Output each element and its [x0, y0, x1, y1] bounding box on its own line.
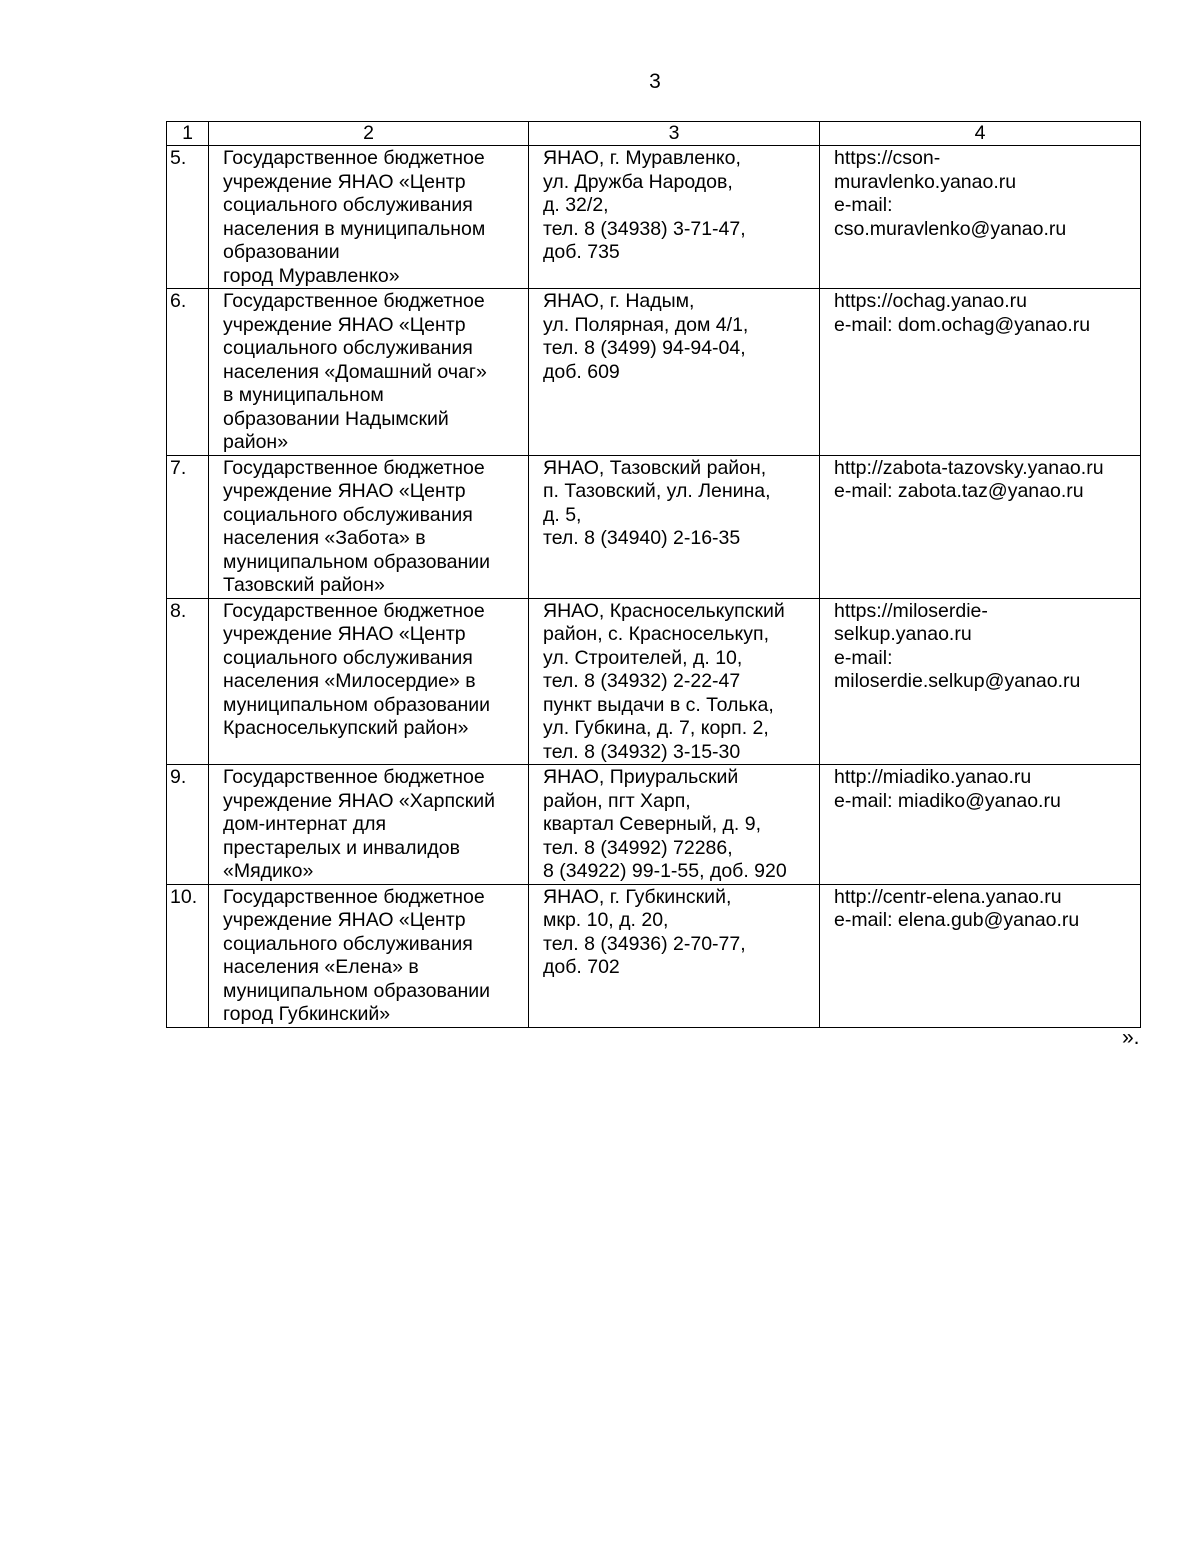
- institution-name: Государственное бюджетное учреждение ЯНАО «Харпский дом-интернат для престарелых и инвалидов «Мядико»: [209, 765, 529, 885]
- table-header-row: [167, 122, 1141, 146]
- table-row: [167, 455, 1141, 598]
- institution-address: ЯНАО, г. Муравленко, ул. Дружба Народов, д. 32/2, тел. 8 (34938) 3-71-47, доб. 735: [529, 146, 820, 289]
- institution-name: Государственное бюджетное учреждение ЯНАО «Центр социального обслуживания населения «Забота» в муниципальном образовании Тазовский район»: [209, 455, 529, 598]
- institution-name: Государственное бюджетное учреждение ЯНАО «Центр социального обслуживания населения «Милосердие» в муниципальном образовании Красноселькупский район»: [209, 598, 529, 765]
- institution-contacts: http://miadiko.yanao.ru e-mail: miadiko@yanao.ru: [820, 765, 1141, 885]
- institution-address: ЯНАО, Тазовский район, п. Тазовский, ул. Ленина, д. 5, тел. 8 (34940) 2-16-35: [529, 455, 820, 598]
- table-row: [167, 598, 1141, 765]
- row-number: 5.: [167, 146, 209, 289]
- institution-contacts: http://zabota-tazovsky.yanao.ru e-mail: zabota.taz@yanao.ru: [820, 455, 1141, 598]
- table-row: [167, 289, 1141, 456]
- table-row: [167, 884, 1141, 1027]
- institution-name: Государственное бюджетное учреждение ЯНАО «Центр социального обслуживания населения «Елена» в муниципальном образовании город Губкинский»: [209, 884, 529, 1027]
- closing-quote-mark: ».: [1122, 1026, 1140, 1049]
- institution-contacts: http://centr-elena.yanao.ru e-mail: elena.gub@yanao.ru: [820, 884, 1141, 1027]
- column-header-4: 4: [820, 122, 1141, 146]
- column-header-2: 2: [209, 122, 529, 146]
- page-number: 3: [649, 70, 661, 93]
- column-header-1: 1: [167, 122, 209, 146]
- institution-address: ЯНАО, Приуральский район, пгт Харп, квартал Северный, д. 9, тел. 8 (34992) 72286, 8 (34922) 99-1-55, доб. 920: [529, 765, 820, 885]
- institution-contacts: https://cson- muravlenko.yanao.ru e-mail: cso.muravlenko@yanao.ru: [820, 146, 1141, 289]
- row-number: 7.: [167, 455, 209, 598]
- institution-address: ЯНАО, Красноселькупский район, с. Красноселькуп, ул. Строителей, д. 10, тел. 8 (34932) 2-22-47 пункт выдачи в с. Толька, ул. Губкина, д. 7, корп. 2, тел. 8 (34932) 3-15-30: [529, 598, 820, 765]
- institution-name: Государственное бюджетное учреждение ЯНАО «Центр социального обслуживания населения «Домашний очаг» в муниципальном образовании Надымский район»: [209, 289, 529, 456]
- institution-contacts: https://ochag.yanao.ru e-mail: dom.ochag@yanao.ru: [820, 289, 1141, 456]
- row-number: 9.: [167, 765, 209, 885]
- institution-address: ЯНАО, г. Надым, ул. Полярная, дом 4/1, тел. 8 (3499) 94-94-04, доб. 609: [529, 289, 820, 456]
- table-row: [167, 146, 1141, 289]
- table-row: [167, 765, 1141, 885]
- row-number: 10.: [167, 884, 209, 1027]
- column-header-3: 3: [529, 122, 820, 146]
- institutions-table: [166, 121, 1141, 1028]
- row-number: 8.: [167, 598, 209, 765]
- institution-address: ЯНАО, г. Губкинский, мкр. 10, д. 20, тел. 8 (34936) 2-70-77, доб. 702: [529, 884, 820, 1027]
- institution-contacts: https://miloserdie- selkup.yanao.ru e-mail: miloserdie.selkup@yanao.ru: [820, 598, 1141, 765]
- row-number: 6.: [167, 289, 209, 456]
- institution-name: Государственное бюджетное учреждение ЯНАО «Центр социального обслуживания населения в муниципальном образовании город Муравленко»: [209, 146, 529, 289]
